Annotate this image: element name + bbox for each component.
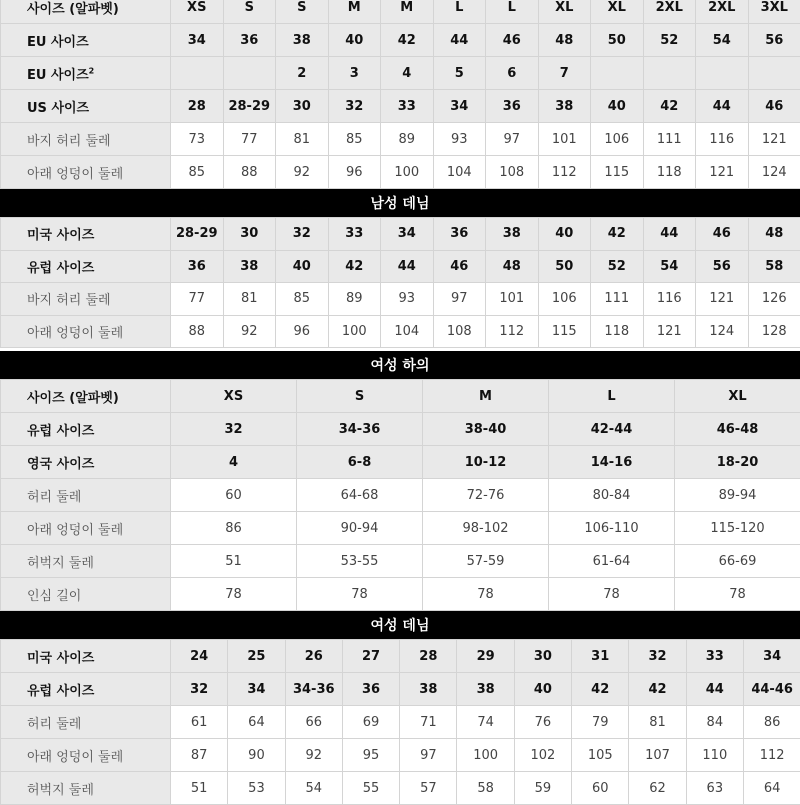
table-cell: 116 xyxy=(696,123,749,156)
table-cell: 34-36 xyxy=(285,673,342,706)
table-cell: 18-20 xyxy=(675,446,800,479)
table-cell: 57-59 xyxy=(423,545,549,578)
table-cell: 42 xyxy=(591,218,644,251)
table-cell: M xyxy=(381,0,434,24)
table-cell: 28 xyxy=(400,640,457,673)
table-row xyxy=(1,380,800,413)
table-cell: 106 xyxy=(591,123,644,156)
table-cell: 58 xyxy=(748,250,800,283)
table-cell: 31 xyxy=(572,640,629,673)
table-row xyxy=(1,479,800,512)
table-cell: 55 xyxy=(342,772,399,805)
table-cell: 44 xyxy=(433,24,486,57)
table-cell: 100 xyxy=(328,315,381,348)
table-cell: 4 xyxy=(171,446,297,479)
table-cell: 100 xyxy=(381,156,434,189)
women-denim-table xyxy=(0,639,800,805)
table-cell: 54 xyxy=(285,772,342,805)
table-cell xyxy=(696,57,749,90)
table-cell: 97 xyxy=(433,283,486,316)
table-cell: 7 xyxy=(538,57,591,90)
table-cell xyxy=(748,57,800,90)
table-cell: 46 xyxy=(696,218,749,251)
table-cell: 5 xyxy=(433,57,486,90)
table-cell: 112 xyxy=(743,739,800,772)
table-cell: 38 xyxy=(400,673,457,706)
table-cell: 36 xyxy=(223,24,276,57)
table-cell: 118 xyxy=(643,156,696,189)
table-cell: 53-55 xyxy=(297,545,423,578)
table-cell: 42 xyxy=(572,673,629,706)
table-row xyxy=(1,0,800,24)
table-row xyxy=(1,512,800,545)
table-cell: L xyxy=(433,0,486,24)
table-cell: 44 xyxy=(696,90,749,123)
table-cell: 33 xyxy=(686,640,743,673)
table-cell: 79 xyxy=(572,706,629,739)
table-row xyxy=(1,640,800,673)
table-cell: 40 xyxy=(591,90,644,123)
row-label: 인심 길이 xyxy=(1,578,171,611)
table-cell: 78 xyxy=(423,578,549,611)
table-cell: 27 xyxy=(342,640,399,673)
table-cell: 78 xyxy=(675,578,800,611)
table-row xyxy=(1,283,800,316)
table-cell: 89-94 xyxy=(675,479,800,512)
row-label: 아래 엉덩이 둘레 xyxy=(1,315,171,348)
table-cell: 38 xyxy=(276,24,329,57)
table-cell: 121 xyxy=(696,283,749,316)
section-header-women-bottoms: 여성 하의 xyxy=(0,351,800,379)
table-cell: 30 xyxy=(514,640,571,673)
table-cell: 34 xyxy=(743,640,800,673)
men-bottoms-table xyxy=(0,0,800,189)
table-cell: 42 xyxy=(643,90,696,123)
table-cell: 104 xyxy=(433,156,486,189)
row-label: EU 사이즈 xyxy=(1,24,171,57)
table-cell: 78 xyxy=(171,578,297,611)
table-cell: 78 xyxy=(297,578,423,611)
table-cell: 50 xyxy=(591,24,644,57)
table-cell: 52 xyxy=(591,250,644,283)
table-cell: S xyxy=(297,380,423,413)
table-cell: 90 xyxy=(228,739,285,772)
row-label: 허벅지 둘레 xyxy=(1,772,171,805)
table-cell: 3XL xyxy=(748,0,800,24)
table-cell: 44-46 xyxy=(743,673,800,706)
table-cell: 69 xyxy=(342,706,399,739)
table-cell: 2XL xyxy=(696,0,749,24)
table-cell: 34 xyxy=(433,90,486,123)
table-cell: 95 xyxy=(342,739,399,772)
table-cell: 26 xyxy=(285,640,342,673)
table-cell: 88 xyxy=(171,315,224,348)
row-label: 미국 사이즈 xyxy=(1,218,171,251)
table-cell: 38 xyxy=(457,673,514,706)
table-cell: 50 xyxy=(538,250,591,283)
table-cell: 28-29 xyxy=(171,218,224,251)
table-cell: 25 xyxy=(228,640,285,673)
table-cell: 78 xyxy=(549,578,675,611)
table-cell: 80-84 xyxy=(549,479,675,512)
table-cell xyxy=(643,57,696,90)
table-cell: 111 xyxy=(643,123,696,156)
table-cell: 100 xyxy=(457,739,514,772)
table-cell: 61 xyxy=(171,706,228,739)
table-cell: 24 xyxy=(171,640,228,673)
table-cell: 48 xyxy=(538,24,591,57)
table-cell: 105 xyxy=(572,739,629,772)
table-cell: 42-44 xyxy=(549,413,675,446)
table-cell: 3 xyxy=(328,57,381,90)
table-cell: S xyxy=(223,0,276,24)
table-cell: 42 xyxy=(328,250,381,283)
table-cell: 84 xyxy=(686,706,743,739)
table-row xyxy=(1,413,800,446)
table-cell: 60 xyxy=(171,479,297,512)
table-cell: 97 xyxy=(400,739,457,772)
table-cell xyxy=(171,57,224,90)
row-label: 유럽 사이즈 xyxy=(1,250,171,283)
section-header-men-denim: 남성 데님 xyxy=(0,189,800,217)
row-label: US 사이즈 xyxy=(1,90,171,123)
table-cell: 36 xyxy=(342,673,399,706)
table-cell: 89 xyxy=(328,283,381,316)
table-cell: 115-120 xyxy=(675,512,800,545)
table-cell: 88 xyxy=(223,156,276,189)
table-cell: XS xyxy=(171,0,224,24)
table-cell: 42 xyxy=(381,24,434,57)
table-cell: 38 xyxy=(223,250,276,283)
table-cell: 102 xyxy=(514,739,571,772)
table-cell: 121 xyxy=(748,123,800,156)
table-cell: 77 xyxy=(171,283,224,316)
table-cell: 81 xyxy=(629,706,686,739)
row-label: 허리 둘레 xyxy=(1,706,171,739)
table-cell: 52 xyxy=(643,24,696,57)
table-cell: 61-64 xyxy=(549,545,675,578)
table-cell: 54 xyxy=(696,24,749,57)
table-cell: 2XL xyxy=(643,0,696,24)
table-cell: 60 xyxy=(572,772,629,805)
table-cell: 51 xyxy=(171,772,228,805)
table-cell: 106 xyxy=(538,283,591,316)
table-cell: 104 xyxy=(381,315,434,348)
table-cell: 58 xyxy=(457,772,514,805)
table-cell: 44 xyxy=(686,673,743,706)
table-cell: L xyxy=(486,0,539,24)
table-cell: 33 xyxy=(381,90,434,123)
row-label: 아래 엉덩이 둘레 xyxy=(1,739,171,772)
table-cell: 46 xyxy=(486,24,539,57)
row-label: 사이즈 (알파벳) xyxy=(1,380,171,413)
table-cell: 74 xyxy=(457,706,514,739)
table-cell: 36 xyxy=(171,250,224,283)
men-denim-table xyxy=(0,217,800,348)
table-cell: 101 xyxy=(486,283,539,316)
table-cell: 40 xyxy=(276,250,329,283)
table-cell: 97 xyxy=(486,123,539,156)
table-cell: 85 xyxy=(328,123,381,156)
table-cell: XL xyxy=(591,0,644,24)
table-cell: 115 xyxy=(591,156,644,189)
table-cell: 92 xyxy=(276,156,329,189)
table-cell: 34-36 xyxy=(297,413,423,446)
table-cell: 108 xyxy=(486,156,539,189)
table-row xyxy=(1,545,800,578)
table-cell: 98-102 xyxy=(423,512,549,545)
table-cell: 46 xyxy=(748,90,800,123)
table-cell: 48 xyxy=(748,218,800,251)
table-cell: 93 xyxy=(433,123,486,156)
table-cell: XL xyxy=(675,380,800,413)
table-cell: M xyxy=(328,0,381,24)
row-label: 허리 둘레 xyxy=(1,479,171,512)
table-cell: 30 xyxy=(276,90,329,123)
table-cell: 53 xyxy=(228,772,285,805)
table-cell: 32 xyxy=(328,90,381,123)
table-cell: 28 xyxy=(171,90,224,123)
table-cell: 14-16 xyxy=(549,446,675,479)
table-cell: 46-48 xyxy=(675,413,800,446)
table-cell: 34 xyxy=(381,218,434,251)
section-header-women-denim: 여성 데님 xyxy=(0,611,800,639)
table-cell: 112 xyxy=(486,315,539,348)
table-cell: 59 xyxy=(514,772,571,805)
table-cell: 101 xyxy=(538,123,591,156)
table-cell: 33 xyxy=(328,218,381,251)
row-label: 영국 사이즈 xyxy=(1,446,171,479)
table-cell: 115 xyxy=(538,315,591,348)
table-row xyxy=(1,90,800,123)
table-cell: 38 xyxy=(538,90,591,123)
table-row xyxy=(1,673,800,706)
row-label: 아래 엉덩이 둘레 xyxy=(1,156,171,189)
table-cell: 64-68 xyxy=(297,479,423,512)
table-cell: 30 xyxy=(223,218,276,251)
table-cell: 93 xyxy=(381,283,434,316)
table-cell: 51 xyxy=(171,545,297,578)
table-row xyxy=(1,250,800,283)
table-cell: 36 xyxy=(486,90,539,123)
table-cell: M xyxy=(423,380,549,413)
table-cell: 64 xyxy=(743,772,800,805)
table-cell: 6-8 xyxy=(297,446,423,479)
table-cell: 38-40 xyxy=(423,413,549,446)
table-cell: 106-110 xyxy=(549,512,675,545)
table-cell: 40 xyxy=(514,673,571,706)
table-cell: 2 xyxy=(276,57,329,90)
table-cell: 71 xyxy=(400,706,457,739)
table-cell: 81 xyxy=(276,123,329,156)
table-cell: 62 xyxy=(629,772,686,805)
row-label: 바지 허리 둘레 xyxy=(1,123,171,156)
table-cell: 32 xyxy=(171,413,297,446)
table-row xyxy=(1,739,800,772)
table-row xyxy=(1,24,800,57)
table-cell: 64 xyxy=(228,706,285,739)
table-cell: 116 xyxy=(643,283,696,316)
table-cell: 90-94 xyxy=(297,512,423,545)
table-cell: 92 xyxy=(285,739,342,772)
women-bottoms-table xyxy=(0,379,800,611)
table-cell: 34 xyxy=(228,673,285,706)
table-cell: 4 xyxy=(381,57,434,90)
table-cell: 107 xyxy=(629,739,686,772)
table-cell: 56 xyxy=(748,24,800,57)
row-label: 바지 허리 둘레 xyxy=(1,283,171,316)
table-cell: 92 xyxy=(223,315,276,348)
table-cell xyxy=(591,57,644,90)
table-cell: XL xyxy=(538,0,591,24)
row-label: 아래 엉덩이 둘레 xyxy=(1,512,171,545)
table-cell: 32 xyxy=(171,673,228,706)
row-label: 유럽 사이즈 xyxy=(1,673,171,706)
table-cell: 44 xyxy=(381,250,434,283)
table-cell: 77 xyxy=(223,123,276,156)
table-cell: 38 xyxy=(486,218,539,251)
table-cell: 85 xyxy=(171,156,224,189)
table-cell: 76 xyxy=(514,706,571,739)
table-cell: 54 xyxy=(643,250,696,283)
table-cell: 63 xyxy=(686,772,743,805)
table-cell: 32 xyxy=(629,640,686,673)
table-cell: 44 xyxy=(643,218,696,251)
table-row xyxy=(1,578,800,611)
table-cell: 121 xyxy=(696,156,749,189)
table-cell: 124 xyxy=(748,156,800,189)
table-cell: 96 xyxy=(276,315,329,348)
table-cell: 46 xyxy=(433,250,486,283)
table-cell: 6 xyxy=(486,57,539,90)
table-cell: 89 xyxy=(381,123,434,156)
table-cell: 111 xyxy=(591,283,644,316)
table-row xyxy=(1,706,800,739)
table-cell: 32 xyxy=(276,218,329,251)
table-cell: 81 xyxy=(223,283,276,316)
table-cell: 72-76 xyxy=(423,479,549,512)
table-cell: 66-69 xyxy=(675,545,800,578)
table-row xyxy=(1,156,800,189)
table-cell: 96 xyxy=(328,156,381,189)
table-cell: L xyxy=(549,380,675,413)
table-row xyxy=(1,446,800,479)
table-cell: S xyxy=(276,0,329,24)
row-label: 유럽 사이즈 xyxy=(1,413,171,446)
table-cell: 110 xyxy=(686,739,743,772)
table-cell: 87 xyxy=(171,739,228,772)
table-cell: 10-12 xyxy=(423,446,549,479)
table-cell xyxy=(223,57,276,90)
table-cell: 85 xyxy=(276,283,329,316)
row-label: 미국 사이즈 xyxy=(1,640,171,673)
table-cell: 112 xyxy=(538,156,591,189)
row-label: 허벅지 둘레 xyxy=(1,545,171,578)
table-cell: 57 xyxy=(400,772,457,805)
table-cell: 86 xyxy=(743,706,800,739)
table-cell: 36 xyxy=(433,218,486,251)
table-cell: 34 xyxy=(171,24,224,57)
table-cell: 121 xyxy=(643,315,696,348)
table-cell: 42 xyxy=(629,673,686,706)
table-cell: 48 xyxy=(486,250,539,283)
table-cell: 108 xyxy=(433,315,486,348)
table-cell: 29 xyxy=(457,640,514,673)
table-cell: 28-29 xyxy=(223,90,276,123)
table-cell: 73 xyxy=(171,123,224,156)
table-cell: 40 xyxy=(538,218,591,251)
table-cell: 56 xyxy=(696,250,749,283)
table-row xyxy=(1,315,800,348)
table-row xyxy=(1,123,800,156)
table-cell: 40 xyxy=(328,24,381,57)
table-cell: 126 xyxy=(748,283,800,316)
table-row xyxy=(1,218,800,251)
row-label: EU 사이즈$^2$ xyxy=(1,57,171,90)
row-label: 사이즈 (알파벳) xyxy=(1,0,171,24)
table-row xyxy=(1,57,800,90)
table-cell: XS xyxy=(171,380,297,413)
table-cell: 66 xyxy=(285,706,342,739)
table-cell: 86 xyxy=(171,512,297,545)
table-cell: 124 xyxy=(696,315,749,348)
table-cell: 118 xyxy=(591,315,644,348)
table-cell: 128 xyxy=(748,315,800,348)
